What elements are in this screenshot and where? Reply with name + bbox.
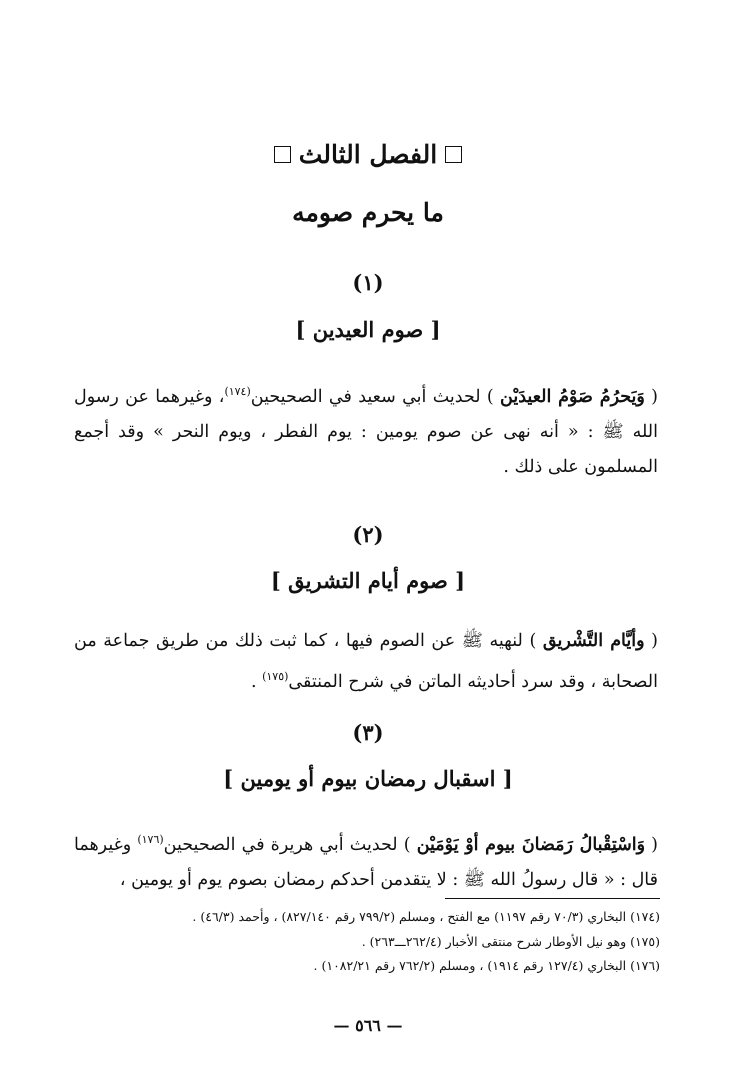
footnote-ref[interactable]: (١٧٤) [224,385,251,398]
section-heading: [ صوم العيدين ] [295,317,441,342]
section-number: (٢) [352,522,384,547]
section-number: (١) [352,270,384,295]
footnote-item: (١٧٦) البخاري (١٢٧/٤ رقم ١٩١٤) ، ومسلم (٧٦٢/٢ رقم ١٠٨٢/٢١) . [313,958,660,973]
square-ornament-icon [274,146,291,163]
chapter-heading [0,140,736,169]
footnote-divider [445,898,660,899]
matn-text: وَاسْتِقْبالُ رَمَضانَ بيوم أوْ يَوْمَيْن [416,834,646,855]
footnotes [70,905,660,979]
page-number: — ٥٦٦ — [333,1016,403,1035]
footnote-ref[interactable]: (١٧٥) [262,670,289,683]
section-heading: [ صوم أيام التشريق ] [270,568,466,593]
footnote-ref[interactable]: (١٧٦) [137,833,164,846]
section-paragraph: ( وَاسْتِقْبالُ رَمَضانَ بيوم أوْ يَوْمَيْن ) لحديث أبي هريرة في الصحيحين$^{(١٧٦)}$ وغيرهما قال : « قال رسولُ الله ﷺ : لا يتقدمن أحدكم رمضان بصوم يوم أو يومين ، [74,833,659,890]
section-heading: [ اسقبال رمضان بيوم أو يومين ] [223,766,513,791]
footnote-item: (١٧٤) البخاري (٧٠/٣ رقم ١١٩٧) مع الفتح ، ومسلم (٧٩٩/٢ رقم ٨٢٧/١٤٠) ، وأحمد (٤٦/٣) . [192,909,660,924]
section-number: (٣) [352,720,384,745]
chapter-subtitle: ما يحرم صومه [292,198,444,227]
chapter-title: الفصل الثالث [298,140,438,169]
square-ornament-icon [445,146,462,163]
section-paragraph: ( وأيَّام التَّشْريق ) لنهيه ﷺ عن الصوم فيها ، كما ثبت ذلك من طريق جماعة من الصحابة ، وقد سرد أحاديثه الماتن في شرح المنتقى$^{(١٧٥)}$ . [74,631,659,692]
section-paragraph: ( وَيَحرُمُ صَوْمُ العيدَيْن ) لحديث أبي سعيد في الصحيحين$^{(١٧٤)}$، وغيرهما عن رسول الله ﷺ : « أنه نهى عن صوم يومين : يوم الفطر ، ويوم النحر » وقد أجمع المسلمون على ذلك . [74,385,658,477]
matn-text: وأيَّام التَّشْريق [542,631,645,651]
footnote-item: (١٧٥) وهو نيل الأوطار شرح منتقى الأخبار (٢٦٢/٤ـــ٢٦٣) . [361,933,660,949]
matn-text: وَيَحرُمُ صَوْمُ العيدَيْن [500,386,645,407]
